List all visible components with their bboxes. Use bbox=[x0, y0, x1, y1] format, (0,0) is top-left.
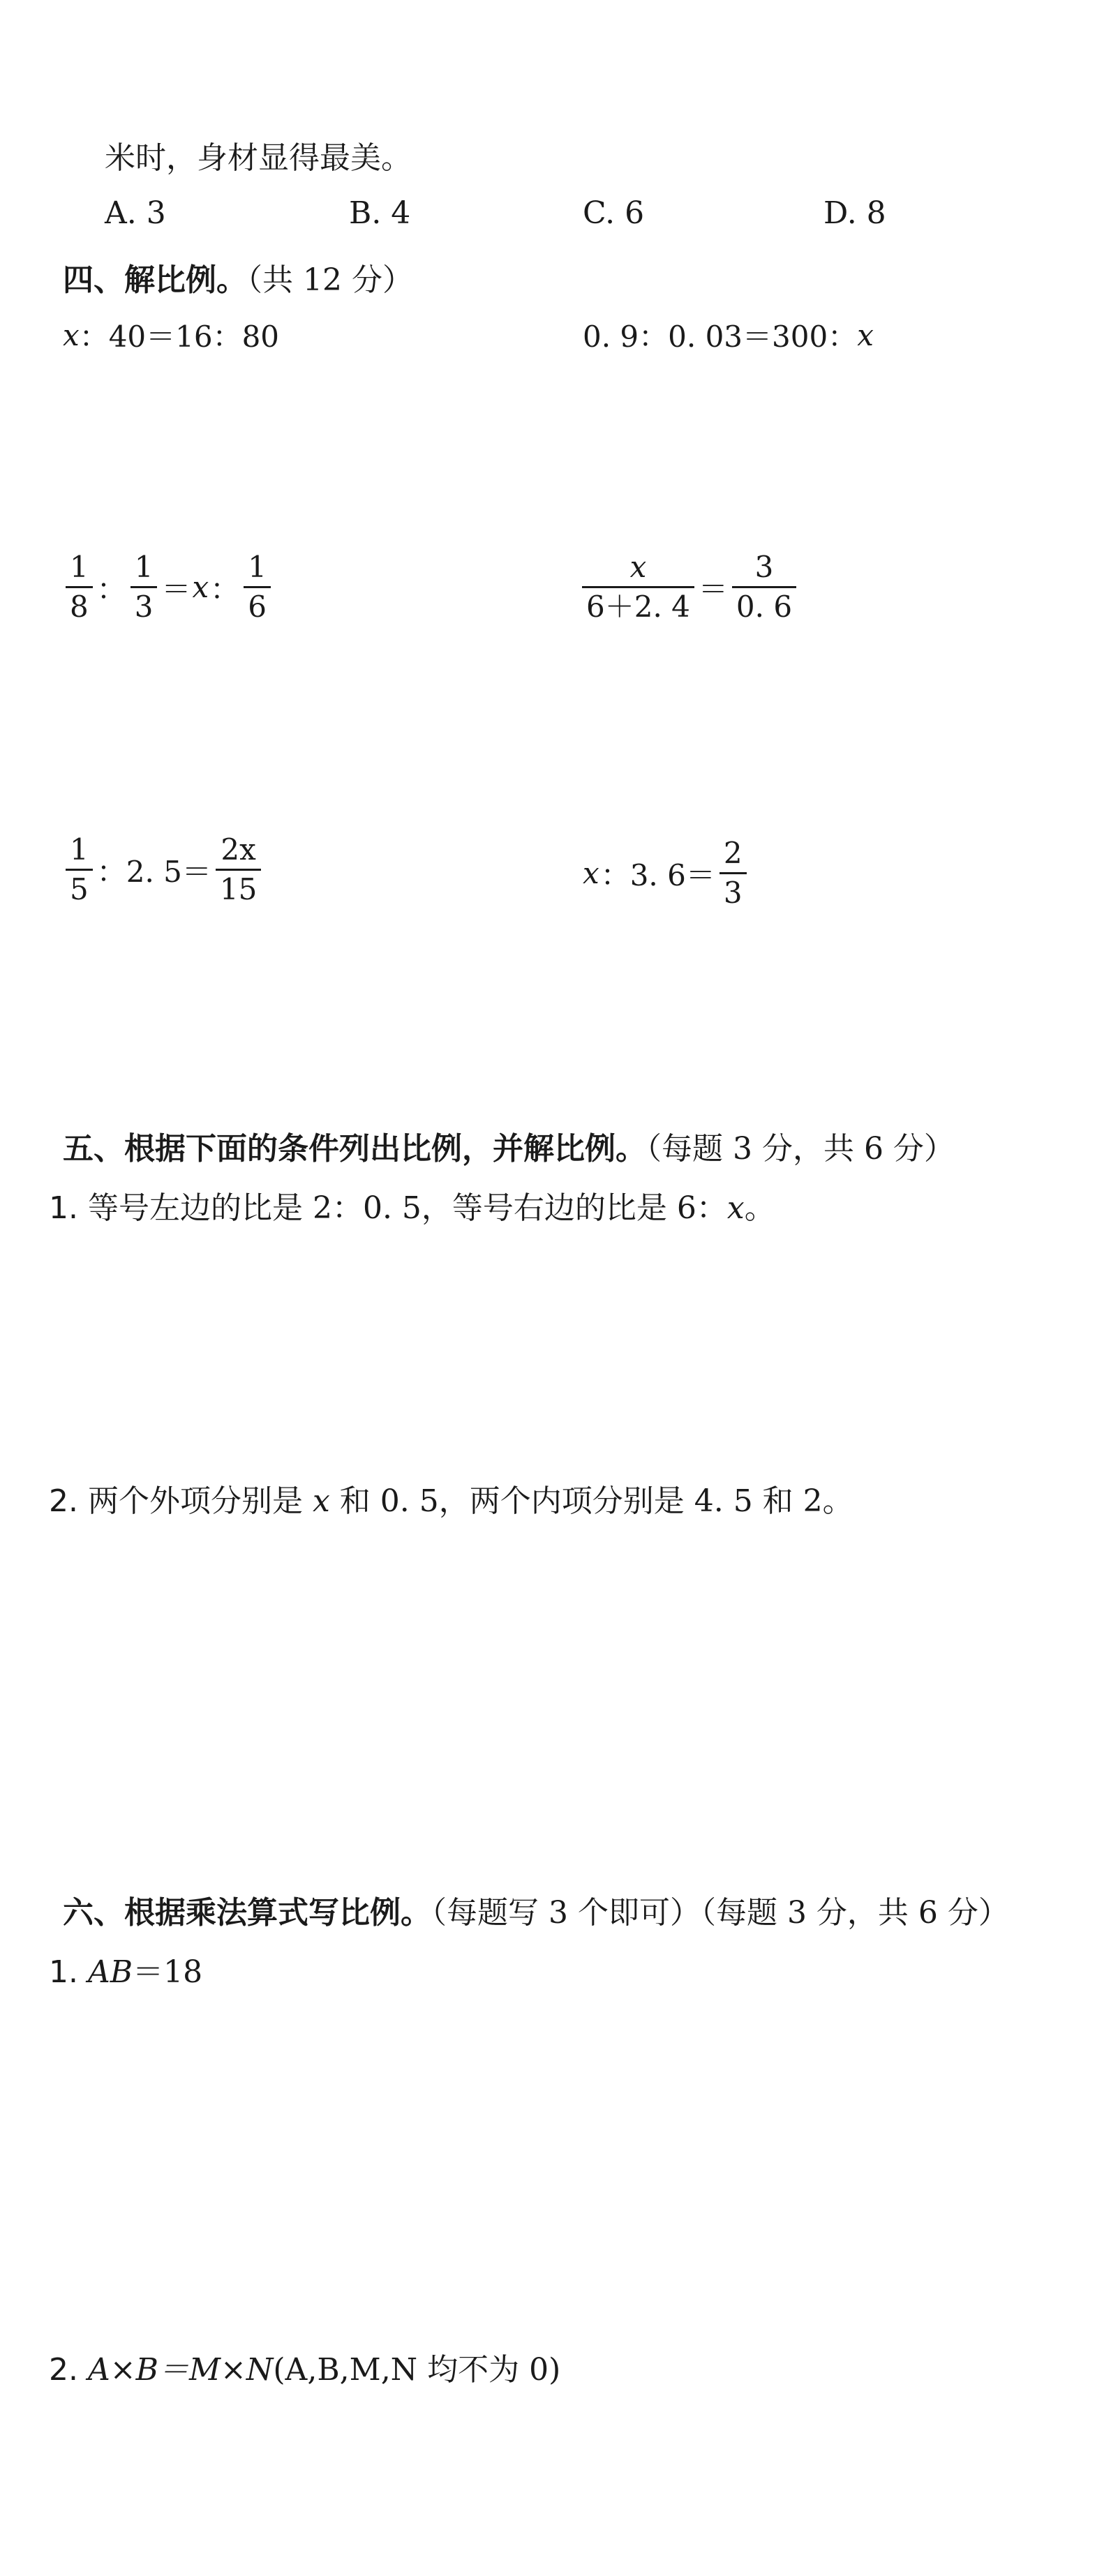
ratio-sign: ： bbox=[96, 571, 126, 606]
fraction: $\frac{1}{8}$ bbox=[66, 551, 93, 623]
section6-question-2 bbox=[49, 2344, 560, 2389]
section6-title: 六、根据乘法算式写比例。 bbox=[63, 1895, 431, 1931]
option-a: A. 3 bbox=[105, 195, 166, 231]
math-expression: A×B＝M×N bbox=[87, 2352, 274, 2388]
equation-text: ：2. 5＝ bbox=[96, 854, 211, 889]
section5-points: （每题 3 分，共 6 分） bbox=[646, 1131, 955, 1167]
section6-points: （每题写 3 个即可）（每题 3 分，共 6 分） bbox=[431, 1895, 1009, 1931]
math-expression: (A,B,M,N 均不为 0) bbox=[273, 2352, 561, 2388]
section6-question-1 bbox=[49, 1947, 202, 1991]
option-d: D. 8 bbox=[823, 195, 886, 231]
equals-sign: ＝ bbox=[161, 571, 191, 606]
fraction: $\frac{1}{5}$ bbox=[66, 834, 93, 906]
section4-header bbox=[63, 255, 413, 299]
equals-sign: ＝ bbox=[698, 571, 728, 606]
equation-text: ：40＝16：80 bbox=[79, 320, 280, 354]
equation-1 bbox=[63, 314, 279, 356]
ratio-sign: ： bbox=[210, 571, 240, 606]
variable-x: x bbox=[583, 856, 599, 891]
math-expression: AB bbox=[87, 1954, 133, 1990]
fraction: $\frac{2}{3}$ bbox=[719, 837, 747, 909]
section5-question-1 bbox=[49, 1183, 775, 1227]
option-c: C. 6 bbox=[583, 195, 645, 231]
option-b: B. 4 bbox=[349, 195, 411, 231]
equation-text: 0. 9：0. 03＝300： bbox=[583, 320, 858, 354]
question-text: 两个外项分别是 bbox=[87, 1483, 313, 1519]
fraction: $\frac{1}{3}$ bbox=[131, 551, 158, 623]
question-number: 2. bbox=[49, 1483, 78, 1519]
equation-text: ：3. 6＝ bbox=[600, 858, 715, 892]
section6-header bbox=[63, 1887, 1009, 1932]
section5-question-2 bbox=[49, 1476, 853, 1520]
fraction: $\frac{1}{6}$ bbox=[244, 551, 271, 623]
section4-points: （共 12 分） bbox=[247, 262, 413, 298]
question-text: 等号左边的比是 2：0. 5，等号右边的比是 6： bbox=[87, 1190, 727, 1226]
fraction: $\frac{2x}{15}$ bbox=[216, 834, 261, 906]
fraction: $\frac{3}{0. 6}$ bbox=[732, 551, 796, 623]
question-text: 和 0. 5，两个内项分别是 4. 5 和 2。 bbox=[329, 1483, 853, 1519]
question-text: 。 bbox=[744, 1190, 775, 1226]
section5-header bbox=[63, 1123, 955, 1168]
question-number: 2. bbox=[49, 2352, 78, 2388]
variable-x: x bbox=[192, 570, 209, 605]
variable-x: x bbox=[312, 1483, 330, 1519]
variable-x: x bbox=[857, 317, 874, 352]
question-number: 1. bbox=[49, 1190, 78, 1226]
math-expression: ＝18 bbox=[133, 1954, 203, 1990]
question-number: 1. bbox=[49, 1954, 78, 1990]
section4-title: 四、解比例。 bbox=[63, 262, 247, 298]
equation-5 bbox=[63, 834, 264, 906]
equation-2 bbox=[583, 314, 874, 356]
equation-3 bbox=[63, 551, 274, 623]
variable-x: x bbox=[63, 317, 80, 352]
section5-title: 五、根据下面的条件列出比例，并解比例。 bbox=[63, 1131, 646, 1167]
equation-6 bbox=[583, 837, 750, 909]
fraction: $\frac{x}{6+2. 4}$ bbox=[582, 551, 694, 623]
equation-4 bbox=[579, 551, 799, 623]
variable-x: x bbox=[726, 1190, 745, 1226]
intro-line: 米时，身材显得最美。 bbox=[105, 140, 412, 176]
